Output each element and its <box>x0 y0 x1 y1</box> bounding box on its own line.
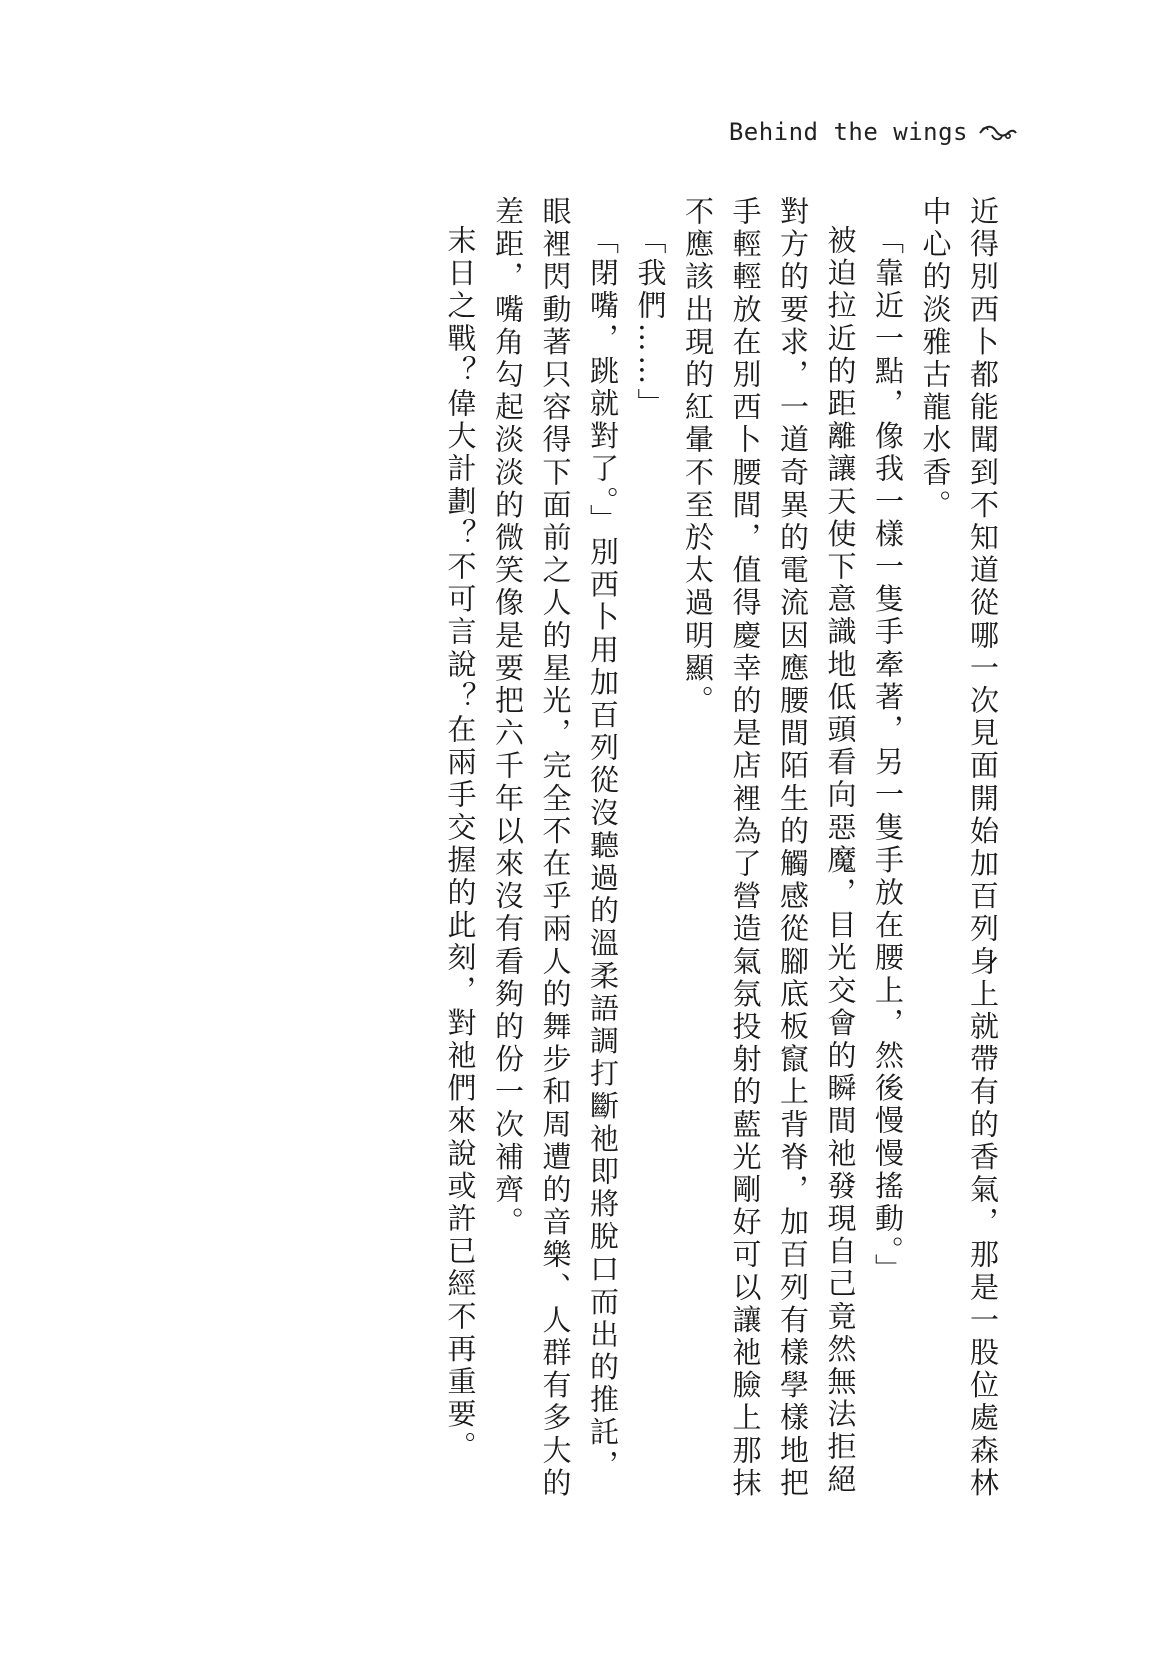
flourish-icon <box>978 121 1018 143</box>
paragraph-4: 「我們……」 <box>633 225 668 421</box>
paragraph-6: 末日之戰？偉大計劃？不可言說？在兩手交握的此刻，對祂們來說或許已經不再重要。 <box>443 225 478 1464</box>
running-header <box>729 118 1018 146</box>
body-text <box>436 196 1006 1506</box>
header-title: Behind the wings <box>728 118 968 146</box>
paragraph-2: 「靠近一點，像我一樣一隻手牽著，另一隻手放在腰上，然後慢慢搖動。」 <box>871 225 905 1287</box>
paragraph-5: 「閉嘴，跳就對了。」別西卜用加百列從沒聽過的溫柔語調打斷祂即將脫口而出的推託，眼裡閃動著只容得下面前之人的星光，完全不在乎兩人的舞步和周遭的音樂、人群有多大的差距，嘴角勾起淡淡的微笑像是要把六千年以來沒有看夠的份一次補齊。 <box>491 196 620 1500</box>
paragraph-1: 近得別西卜都能聞到不知道從哪一次見面開始加百列身上就帶有的香氣，那是一股位處森林中心的淡雅古龍水香。 <box>918 196 1000 1500</box>
paragraph-3: 被迫拉近的距離讓天使下意識地低頭看向惡魔，目光交會的瞬間祂發現自己竟然無法拒絕對方的要求，一道奇異的電流因應腰間陌生的觸感從腳底板竄上背脊，加百列有樣學樣地把手輕輕放在別西卜腰間，值得慶幸的是店裡為了營造氣氛投射的藍光剛好可以讓祂臉上那抹不應該出現的紅暈不至於太過明顯。 <box>681 196 858 1500</box>
